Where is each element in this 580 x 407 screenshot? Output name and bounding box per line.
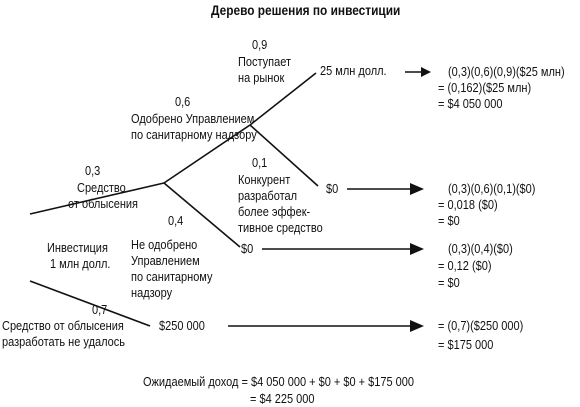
label-not-approved-line2: Управлением xyxy=(131,254,200,268)
payoff-market: 25 млн долл. xyxy=(320,64,387,78)
prob-not-approved: 0,4 xyxy=(168,214,184,228)
result-3-line3: = $0 xyxy=(438,276,460,290)
expected-value-line2: = $4 225 000 xyxy=(250,392,315,406)
label-approved-line2: по санитарному надзору xyxy=(131,128,257,142)
root-label-line1: Инвестиция xyxy=(47,241,108,255)
prob-no-cure: 0,7 xyxy=(92,303,108,317)
label-approved-line1: Одобрено Управлением xyxy=(131,112,255,126)
arrowhead-4 xyxy=(410,320,424,332)
label-not-approved-line3: по санитарному xyxy=(131,270,213,284)
label-market-line1: Поступает xyxy=(238,55,292,69)
result-2-line3: = $0 xyxy=(438,214,460,228)
label-not-approved-line4: надзору xyxy=(131,286,173,300)
payoff-competitor: $0 xyxy=(326,182,339,196)
prob-competitor: 0,1 xyxy=(252,156,268,170)
label-cure-line1: Средство xyxy=(77,181,126,195)
label-competitor-line2: разработал xyxy=(238,189,298,203)
prob-market: 0,9 xyxy=(252,38,268,52)
result-3-line1: (0,3)(0,4)($0) xyxy=(448,242,513,256)
result-4-line2: = $175 000 xyxy=(438,338,494,352)
arrowhead-3 xyxy=(410,243,424,255)
arrowhead-2 xyxy=(410,183,424,195)
prob-approved: 0,6 xyxy=(175,95,191,109)
diagram-title: Дерево решения по инвестиции xyxy=(211,3,401,18)
label-not-approved-line1: Не одобрено xyxy=(131,238,198,252)
label-competitor-line4: тивное средство xyxy=(238,221,323,235)
prob-cure: 0,3 xyxy=(85,164,101,178)
result-1-line2: = (0,162)($25 млн) xyxy=(438,81,532,95)
result-2-line1: (0,3)(0,6)(0,1)($0) xyxy=(448,182,536,196)
label-competitor-line3: более эффек- xyxy=(238,205,311,219)
root-label-line2: 1 млн долл. xyxy=(50,257,111,271)
label-no-cure-line2: разработать не удалось xyxy=(2,335,125,349)
arrowhead-1 xyxy=(421,67,431,77)
payoff-not-approved: $0 xyxy=(241,242,254,256)
label-cure-line2: от облысения xyxy=(68,197,139,211)
result-4-line1: = (0,7)($250 000) xyxy=(438,319,524,333)
label-market-line2: на рынок xyxy=(238,71,285,85)
payoff-no-cure: $250 000 xyxy=(159,319,205,333)
result-2-line2: = 0,018 ($0) xyxy=(438,198,498,212)
expected-value-line1: Ожидаемый доход = $4 050 000 + $0 + $0 + $175 000 xyxy=(143,375,415,389)
label-competitor-line1: Конкурент xyxy=(238,173,291,187)
result-3-line2: = 0,12 ($0) xyxy=(438,259,492,273)
result-1-line1: (0,3)(0,6)(0,9)($25 млн) xyxy=(448,65,565,79)
label-no-cure-line1: Средство от облысения xyxy=(2,319,124,333)
result-1-line3: = $4 050 000 xyxy=(438,97,503,111)
